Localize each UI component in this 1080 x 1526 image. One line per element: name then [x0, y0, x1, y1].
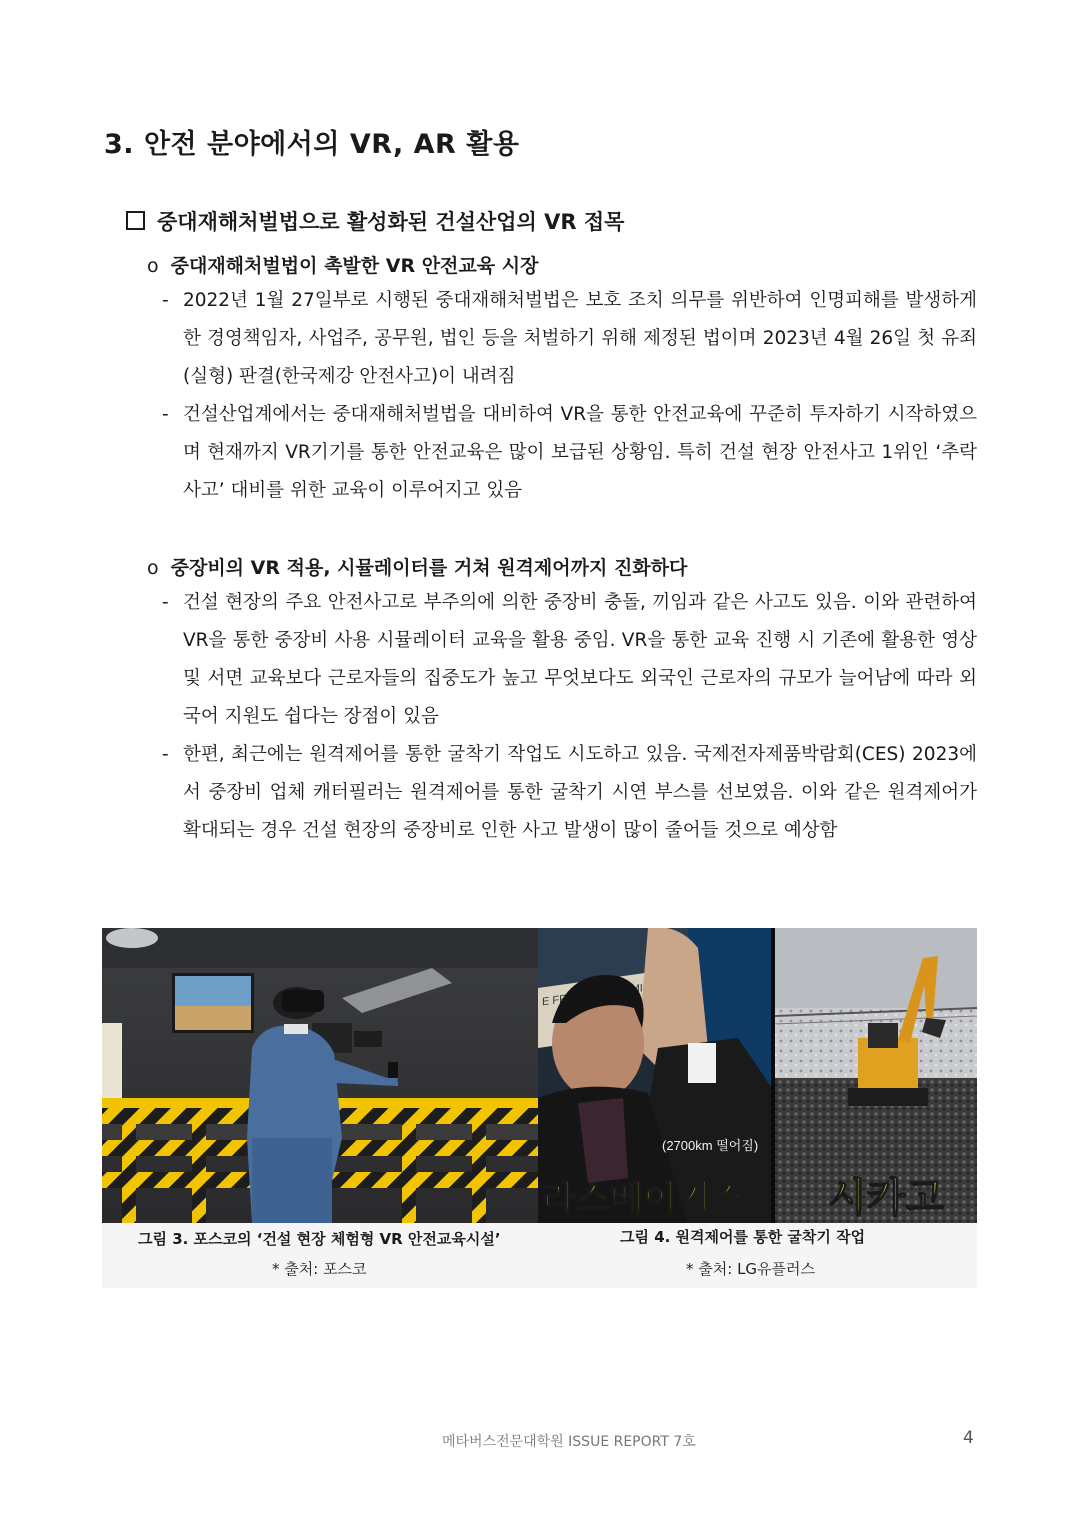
list-item-text: 한편, 최근에는 원격제어를 통한 굴착기 작업도 시도하고 있음. 국제전자제품박람회(CES) 2023에서 중장비 업체 캐터필러는 원격제어를 통한 굴착기 시연 부스를 선보였음. 이와 같은 원격제어가 확대되는 경우 건설 현장의 중장비로 인한 사고 발생이 많이 줄어들 것으로 예상함 — [183, 744, 977, 841]
figure-3-source: * 출처: 포스코 — [272, 1260, 367, 1278]
section-title: 3. 안전 분야에서의 VR, AR 활용 — [104, 129, 520, 160]
las-vegas-label: 라스베이거스 — [542, 1180, 745, 1220]
dash-bullet: - — [162, 290, 169, 311]
page-number: 4 — [963, 1428, 974, 1448]
list-item — [162, 584, 977, 736]
booth-sign-text: E — [542, 995, 550, 1009]
dash-bullet: - — [162, 744, 169, 765]
list-item — [162, 282, 977, 396]
dash-bullet: - — [162, 404, 169, 425]
level1-heading — [126, 206, 624, 236]
list-item-text: 건설산업계에서는 중대재해처벌법을 대비하여 VR을 통한 안전교육에 꾸준히 투자하기 시작하였으며 현재까지 VR기기를 통한 안전교육은 많이 보급된 상황임. 특히 건설 현장 안전사고 1위인 ‘추락사고’ 대비를 위한 교육이 이루어지고 있음 — [183, 404, 977, 501]
list-item — [162, 736, 977, 850]
figure-3-caption: 그림 3. 포스코의 ‘건설 현장 체험형 VR 안전교육시설’ — [138, 1230, 501, 1248]
figure-block — [102, 928, 977, 1288]
figure-4-source: * 출처: LG유플러스 — [686, 1260, 816, 1278]
level1-heading-text: 중대재해처벌법으로 활성화된 건설산업의 VR 접목 — [157, 210, 625, 234]
list-item-text: 2022년 1월 27일부로 시행된 중대재해처벌법은 보호 조치 의무를 위반하여 인명피해를 발생하게 한 경영책임자, 사업주, 공무원, 법인 등을 처벌하기 위해 제정된 법이며 2023년 4월 26일 첫 유죄(실형) 판결(한국제강 안전사고)이 내려짐 — [183, 290, 977, 387]
page-footer: 메타버스전문대학원 ISSUE REPORT 7호 — [442, 1434, 696, 1450]
figure-3-photo — [102, 928, 538, 1223]
circle-bullet-icon: o — [147, 557, 159, 579]
list-item — [162, 396, 977, 510]
circle-bullet-icon: o — [147, 255, 159, 277]
subsection-heading — [147, 251, 538, 278]
chicago-label: 시카고 — [828, 1175, 944, 1221]
subsection-heading — [147, 553, 687, 580]
subsection-heading-text: 중대재해처벌법이 촉발한 VR 안전교육 시장 — [170, 255, 539, 277]
dash-bullet: - — [162, 592, 169, 613]
figure-4-photo — [538, 928, 977, 1223]
checkbox-square-icon — [126, 211, 145, 230]
figure-4-caption: 그림 4. 원격제어를 통한 굴착기 작업 — [620, 1228, 866, 1246]
distance-label: (2700km 떨어짐) — [662, 1138, 759, 1153]
subsection-heading-text: 중장비의 VR 적용, 시뮬레이터를 거쳐 원격제어까지 진화하다 — [170, 557, 688, 579]
list-item-text: 건설 현장의 주요 안전사고로 부주의에 의한 중장비 충돌, 끼임과 같은 사고도 있음. 이와 관련하여 VR을 통한 중장비 사용 시뮬레이터 교육을 활용 중임. VR을 통한 교육 진행 시 기존에 활용한 영상 및 서면 교육보다 근로자들의 집중도가 높고 무엇보다도 외국인 근로자의 규모가 늘어남에 따라 외국어 지원도 쉽다는 장점이 있음 — [183, 592, 978, 727]
